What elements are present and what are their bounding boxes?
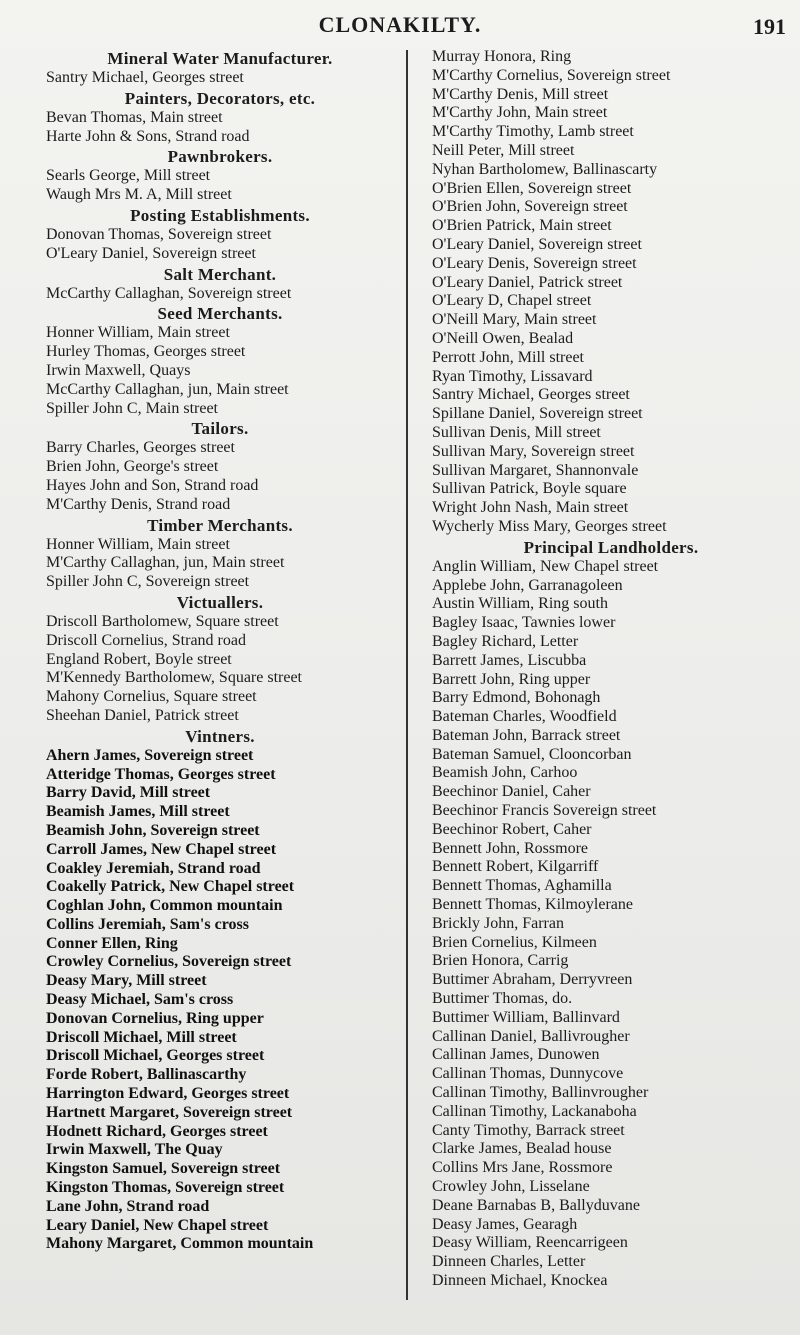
directory-entry: Donovan Thomas, Sovereign street xyxy=(46,225,272,243)
directory-entry: Mahony Margaret, Common mountain xyxy=(46,1235,314,1253)
directory-entry: M'Carthy Callaghan, jun, Main street xyxy=(46,554,285,572)
directory-entry: Mahony Cornelius, Square street xyxy=(46,688,257,706)
directory-entry: Murray Honora, Ring xyxy=(432,48,572,65)
directory-entry: Ryan Timothy, Lissavard xyxy=(432,367,593,385)
section-heading: Principal Landholders. xyxy=(523,537,699,557)
directory-entry: Beamish John, Carhoo xyxy=(432,764,578,782)
directory-entry: Callinan Daniel, Ballivrougher xyxy=(432,1027,630,1045)
directory-entry: Wycherly Miss Mary, Georges street xyxy=(432,517,667,535)
directory-entry: Spiller John C, Main street xyxy=(46,399,218,417)
directory-entry: Hayes John and Son, Strand road xyxy=(46,476,259,494)
directory-entry: Brien Honora, Carrig xyxy=(432,952,569,970)
directory-entry: O'Brien Patrick, Main street xyxy=(432,217,612,235)
directory-entry: Beechinor Robert, Caher xyxy=(432,820,592,838)
directory-entry: Barry Edmond, Bohonagh xyxy=(432,689,601,707)
directory-entry: Perrott John, Mill street xyxy=(432,348,584,366)
directory-entry: Sullivan Patrick, Boyle square xyxy=(432,480,627,498)
directory-entry: Brickly John, Farran xyxy=(432,914,564,932)
directory-entry: Irwin Maxwell, Quays xyxy=(46,361,191,379)
section-heading: Painters, Decorators, etc. xyxy=(124,88,316,108)
directory-entry: Barrett John, Ring upper xyxy=(432,670,591,688)
section-heading: Timber Merchants. xyxy=(147,515,293,535)
directory-entry: Collins Jeremiah, Sam's cross xyxy=(46,915,249,933)
directory-entry: Buttimer William, Ballinvard xyxy=(432,1008,620,1026)
directory-entry: Irwin Maxwell, The Quay xyxy=(46,1141,223,1159)
directory-entry: Wright John Nash, Main street xyxy=(432,499,629,517)
directory-entry: Driscoll Bartholomew, Square street xyxy=(46,612,279,630)
directory-entry: Spiller John C, Sovereign street xyxy=(46,573,250,591)
directory-entry: Bennett Thomas, Aghamilla xyxy=(432,877,612,895)
directory-entry: Lane John, Strand road xyxy=(46,1197,210,1215)
directory-entry: Canty Timothy, Barrack street xyxy=(432,1121,625,1139)
directory-entry: O'Leary Daniel, Sovereign street xyxy=(432,235,642,253)
section-vintners-continued xyxy=(426,48,796,537)
section-heading: Tailors. xyxy=(191,419,249,439)
directory-entry: M'Carthy Denis, Mill street xyxy=(432,85,609,103)
directory-entry: M'Carthy Cornelius, Sovereign street xyxy=(432,66,671,84)
directory-entry: O'Leary D, Chapel street xyxy=(432,292,592,310)
directory-entry: Driscoll Michael, Mill street xyxy=(46,1028,237,1046)
section-heading: Mineral Water Manufacturer. xyxy=(107,49,333,68)
section-heading: Vintners. xyxy=(185,726,255,746)
section-posting xyxy=(40,205,400,264)
directory-entry: Dinneen Michael, Knockea xyxy=(432,1272,608,1289)
directory-entry: M'Carthy Timothy, Lamb street xyxy=(432,123,634,141)
directory-entry: Applebe John, Garranagoleen xyxy=(432,576,623,594)
directory-entry: Bennett John, Rossmore xyxy=(432,839,588,857)
directory-entry: Forde Robert, Ballinascarthy xyxy=(46,1066,247,1084)
directory-entry: McCarthy Callaghan, Sovereign street xyxy=(46,284,292,302)
directory-entry: Bevan Thomas, Main street xyxy=(46,108,223,126)
directory-entry: Clarke James, Bealad house xyxy=(432,1140,612,1158)
directory-entry: Hurley Thomas, Georges street xyxy=(46,343,246,361)
section-timber xyxy=(40,515,400,592)
directory-entry: Beechinor Francis Sovereign street xyxy=(432,802,657,820)
directory-entry: Spillane Daniel, Sovereign street xyxy=(432,405,643,423)
directory-entry: O'Brien John, Sovereign street xyxy=(432,198,628,216)
directory-entry: Deasy Mary, Mill street xyxy=(46,972,207,990)
directory-entry: Crowley Cornelius, Sovereign street xyxy=(46,953,292,971)
directory-entry: Dinneen Charles, Letter xyxy=(432,1253,586,1271)
directory-entry: McCarthy Callaghan, jun, Main street xyxy=(46,380,289,398)
directory-entry: Callinan Timothy, Lackanaboha xyxy=(432,1102,637,1120)
page-title: CLONAKILTY. xyxy=(318,12,482,37)
directory-entry: Santry Michael, Georges street xyxy=(46,69,244,86)
column-divider xyxy=(406,50,408,1300)
section-victuallers xyxy=(40,592,400,726)
section-heading: Pawnbrokers. xyxy=(167,147,273,167)
section-vintners xyxy=(40,726,400,1255)
directory-entry: Coakelly Patrick, New Chapel street xyxy=(46,878,295,896)
directory-entry: Sullivan Margaret, Shannonvale xyxy=(432,461,639,479)
directory-entry: Sullivan Mary, Sovereign street xyxy=(432,442,635,460)
directory-entry: Austin William, Ring south xyxy=(432,595,608,613)
directory-entry: Deane Barnabas B, Ballyduvane xyxy=(432,1196,640,1214)
directory-entry: Deasy Michael, Sam's cross xyxy=(46,991,234,1009)
directory-entry: Bennett Thomas, Kilmoylerane xyxy=(432,896,633,914)
directory-entry: Coakley Jeremiah, Strand road xyxy=(46,859,261,877)
directory-entry: Searls George, Mill street xyxy=(46,167,211,185)
directory-entry: Beamish John, Sovereign street xyxy=(46,821,260,839)
directory-entry: Barry David, Mill street xyxy=(46,784,211,802)
section-heading: Posting Establishments. xyxy=(130,205,310,225)
directory-entry: Conner Ellen, Ring xyxy=(46,934,178,952)
directory-entry: Neill Peter, Mill street xyxy=(432,141,575,159)
directory-entry: Carroll James, New Chapel street xyxy=(46,840,277,858)
directory-entry: O'Brien Ellen, Sovereign street xyxy=(432,179,632,197)
directory-entry: Barry Charles, Georges street xyxy=(46,439,235,457)
directory-entry: Atteridge Thomas, Georges street xyxy=(46,765,276,783)
directory-entry: O'Leary Denis, Sovereign street xyxy=(432,254,637,272)
directory-entry: Crowley John, Lisselane xyxy=(432,1178,590,1196)
directory-entry: England Robert, Boyle street xyxy=(46,650,232,668)
directory-entry: Beechinor Daniel, Caher xyxy=(432,783,591,801)
directory-entry: Waugh Mrs M. A, Mill street xyxy=(46,186,232,204)
directory-entry: Kingston Thomas, Sovereign street xyxy=(46,1179,285,1197)
directory-entry: Buttimer Abraham, Derryvreen xyxy=(432,971,633,989)
directory-entry: Driscoll Cornelius, Strand road xyxy=(46,631,246,649)
directory-entry: Donovan Cornelius, Ring upper xyxy=(46,1009,264,1027)
section-heading: Salt Merchant. xyxy=(163,264,277,284)
directory-entry: Callinan Thomas, Dunnycove xyxy=(432,1065,624,1083)
directory-entry: Honner William, Main street xyxy=(46,324,230,342)
directory-entry: Buttimer Thomas, do. xyxy=(432,990,573,1008)
directory-entry: Bagley Richard, Letter xyxy=(432,632,579,650)
directory-entry: Nyhan Bartholomew, Ballinascarty xyxy=(432,160,658,178)
directory-entry: M'Carthy John, Main street xyxy=(432,104,608,122)
directory-entry: Bennett Robert, Kilgarriff xyxy=(432,858,599,876)
directory-entry: Bateman John, Barrack street xyxy=(432,726,621,744)
directory-entry: Santry Michael, Georges street xyxy=(432,386,630,404)
directory-entry: Kingston Samuel, Sovereign street xyxy=(46,1160,281,1178)
directory-entry: Callinan James, Dunowen xyxy=(432,1046,600,1064)
directory-entry: Callinan Timothy, Ballinvrougher xyxy=(432,1084,649,1102)
directory-entry: M'Carthy Denis, Strand road xyxy=(46,495,231,513)
directory-entry: Brien Cornelius, Kilmeen xyxy=(432,933,597,951)
directory-entry: Ahern James, Sovereign street xyxy=(46,746,254,764)
directory-entry: Sheehan Daniel, Patrick street xyxy=(46,706,239,724)
directory-entry: Honner William, Main street xyxy=(46,535,230,553)
directory-entry: O'Leary Daniel, Sovereign street xyxy=(46,244,256,262)
directory-entry: Brien John, George's street xyxy=(46,458,219,476)
directory-entry: O'Neill Owen, Bealad xyxy=(432,329,574,347)
directory-entry: Driscoll Michael, Georges street xyxy=(46,1047,265,1065)
directory-entry: M'Kennedy Bartholomew, Square street xyxy=(46,669,302,687)
directory-entry: Sullivan Denis, Mill street xyxy=(432,423,601,441)
page-number: 191 xyxy=(753,14,786,39)
directory-entry: O'Leary Daniel, Patrick street xyxy=(432,273,623,291)
section-pawnbrokers xyxy=(40,146,400,205)
directory-entry: Hodnett Richard, Georges street xyxy=(46,1122,268,1140)
section-salt xyxy=(40,264,400,304)
directory-entry: Hartnett Margaret, Sovereign street xyxy=(46,1103,293,1121)
directory-entry: Anglin William, New Chapel street xyxy=(432,557,659,575)
directory-entry: Barrett James, Liscubba xyxy=(432,651,587,669)
section-landholders xyxy=(426,537,796,1291)
section-heading: Seed Merchants. xyxy=(157,304,283,324)
directory-entry: O'Neill Mary, Main street xyxy=(432,311,597,329)
directory-entry: Bateman Charles, Woodfield xyxy=(432,708,617,726)
left-column xyxy=(40,48,400,1254)
directory-entry: Coghlan John, Common mountain xyxy=(46,897,283,915)
directory-entry: Beamish James, Mill street xyxy=(46,803,230,821)
directory-entry: Bateman Samuel, Clooncorban xyxy=(432,745,632,763)
directory-entry: Deasy James, Gearagh xyxy=(432,1215,578,1233)
section-seed xyxy=(40,303,400,418)
directory-entry: Harrington Edward, Georges street xyxy=(46,1085,290,1103)
directory-entry: Leary Daniel, New Chapel street xyxy=(46,1216,269,1234)
right-column xyxy=(426,48,796,1291)
directory-entry: Harte John & Sons, Strand road xyxy=(46,127,250,145)
section-mineral xyxy=(40,48,400,88)
directory-entry: Collins Mrs Jane, Rossmore xyxy=(432,1159,613,1177)
section-tailors xyxy=(40,418,400,514)
directory-entry: Bagley Isaac, Tawnies lower xyxy=(432,614,616,632)
directory-entry: Deasy William, Reencarrigeen xyxy=(432,1234,628,1252)
section-painters xyxy=(40,88,400,147)
section-heading: Victuallers. xyxy=(176,592,264,612)
